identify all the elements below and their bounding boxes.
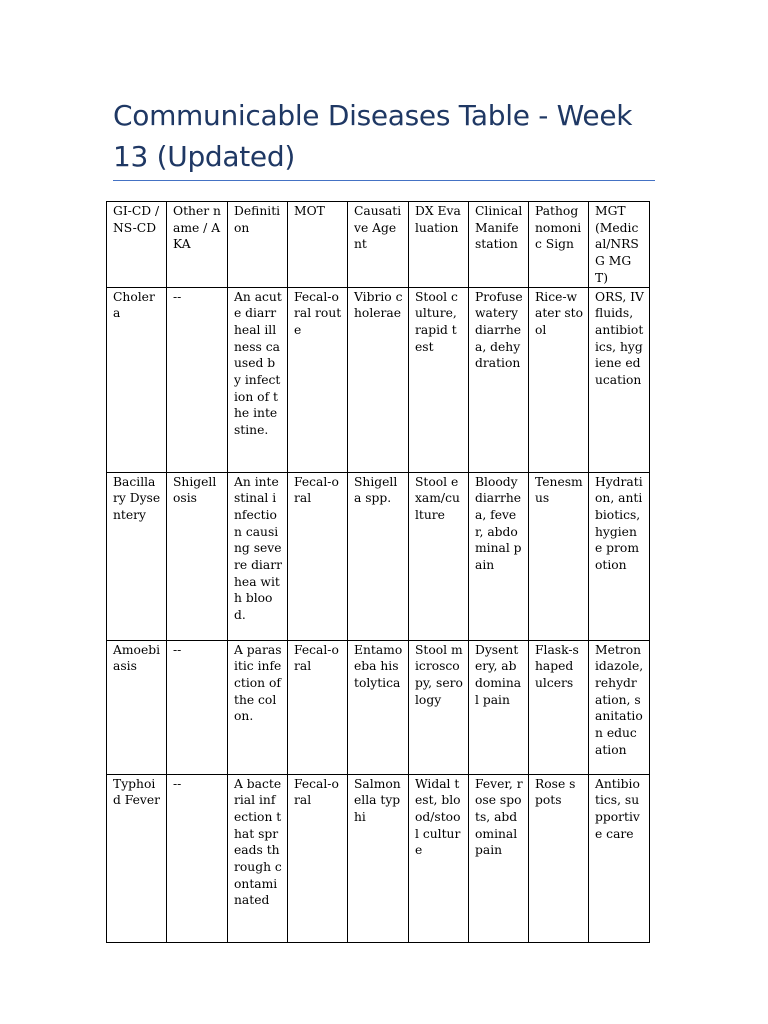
column-header-definition: Definition — [228, 202, 288, 288]
column-header-other-name: Other name / AKA — [167, 202, 228, 288]
table-cell: A bacterial infection that spreads through contaminated — [228, 774, 288, 942]
table-cell: Vibrio cholerae — [348, 287, 409, 472]
table-cell: Stool exam/culture — [409, 472, 469, 640]
table-cell: Dysentery, abdominal pain — [469, 640, 529, 774]
table-row — [107, 774, 650, 942]
page-title: Communicable Diseases Table - Week 13 (Updated) — [113, 99, 633, 173]
table-cell: Fecal-oral route — [288, 287, 348, 472]
table-cell: Fecal-oral — [288, 472, 348, 640]
table-cell: An acute diarrheal illness caused by infection of the intestine. — [228, 287, 288, 472]
table-cell: Tenesmus — [529, 472, 589, 640]
table-cell: Stool microscopy, serology — [409, 640, 469, 774]
column-header-dx-evaluation: DX Evaluation — [409, 202, 469, 288]
table-cell: Hydration, antibiotics, hygiene promotion — [589, 472, 650, 640]
table-cell: An intestinal infection causing severe diarrhea with blood. — [228, 472, 288, 640]
table-cell: -- — [167, 640, 228, 774]
table-cell: Bloody diarrhea, fever, abdominal pain — [469, 472, 529, 640]
table-cell: ORS, IV fluids, antibiotics, hygiene education — [589, 287, 650, 472]
title-divider — [113, 180, 655, 181]
table-row — [107, 640, 650, 774]
table-cell: Typhoid Fever — [107, 774, 167, 942]
table-header-row — [107, 202, 650, 288]
table-cell: Bacillary Dysentery — [107, 472, 167, 640]
table-cell: Shigellosis — [167, 472, 228, 640]
column-header-mgt: MGT (Medical/NRSG MGT) — [589, 202, 650, 288]
table-cell: Rose spots — [529, 774, 589, 942]
table-cell: Fecal-oral — [288, 640, 348, 774]
column-header-pathognomonic-sign: Pathognomonic Sign — [529, 202, 589, 288]
table-cell: Entamoeba histolytica — [348, 640, 409, 774]
table-cell: Widal test, blood/stool culture — [409, 774, 469, 942]
table-cell: Fecal-oral — [288, 774, 348, 942]
table-cell: Profuse watery diarrhea, dehydration — [469, 287, 529, 472]
diseases-table — [106, 201, 650, 943]
table-cell: -- — [167, 287, 228, 472]
table-row — [107, 287, 650, 472]
table-cell: Salmonella typhi — [348, 774, 409, 942]
column-header-gi-cd: GI-CD / NS-CD — [107, 202, 167, 288]
table-cell: Antibiotics, supportive care — [589, 774, 650, 942]
table-row — [107, 472, 650, 640]
table-cell: Metronidazole, rehydration, sanitation education — [589, 640, 650, 774]
table-cell: Fever, rose spots, abdominal pain — [469, 774, 529, 942]
table-cell: -- — [167, 774, 228, 942]
column-header-mot: MOT — [288, 202, 348, 288]
table-cell: A parasitic infection of the colon. — [228, 640, 288, 774]
table-cell: Cholera — [107, 287, 167, 472]
table-cell: Rice-water stool — [529, 287, 589, 472]
column-header-clinical-manifestation: Clinical Manifestation — [469, 202, 529, 288]
table-cell: Flask-shaped ulcers — [529, 640, 589, 774]
table-cell: Stool culture, rapid test — [409, 287, 469, 472]
column-header-causative-agent: Causative Agent — [348, 202, 409, 288]
table-cell: Amoebiasis — [107, 640, 167, 774]
table-cell: Shigella spp. — [348, 472, 409, 640]
